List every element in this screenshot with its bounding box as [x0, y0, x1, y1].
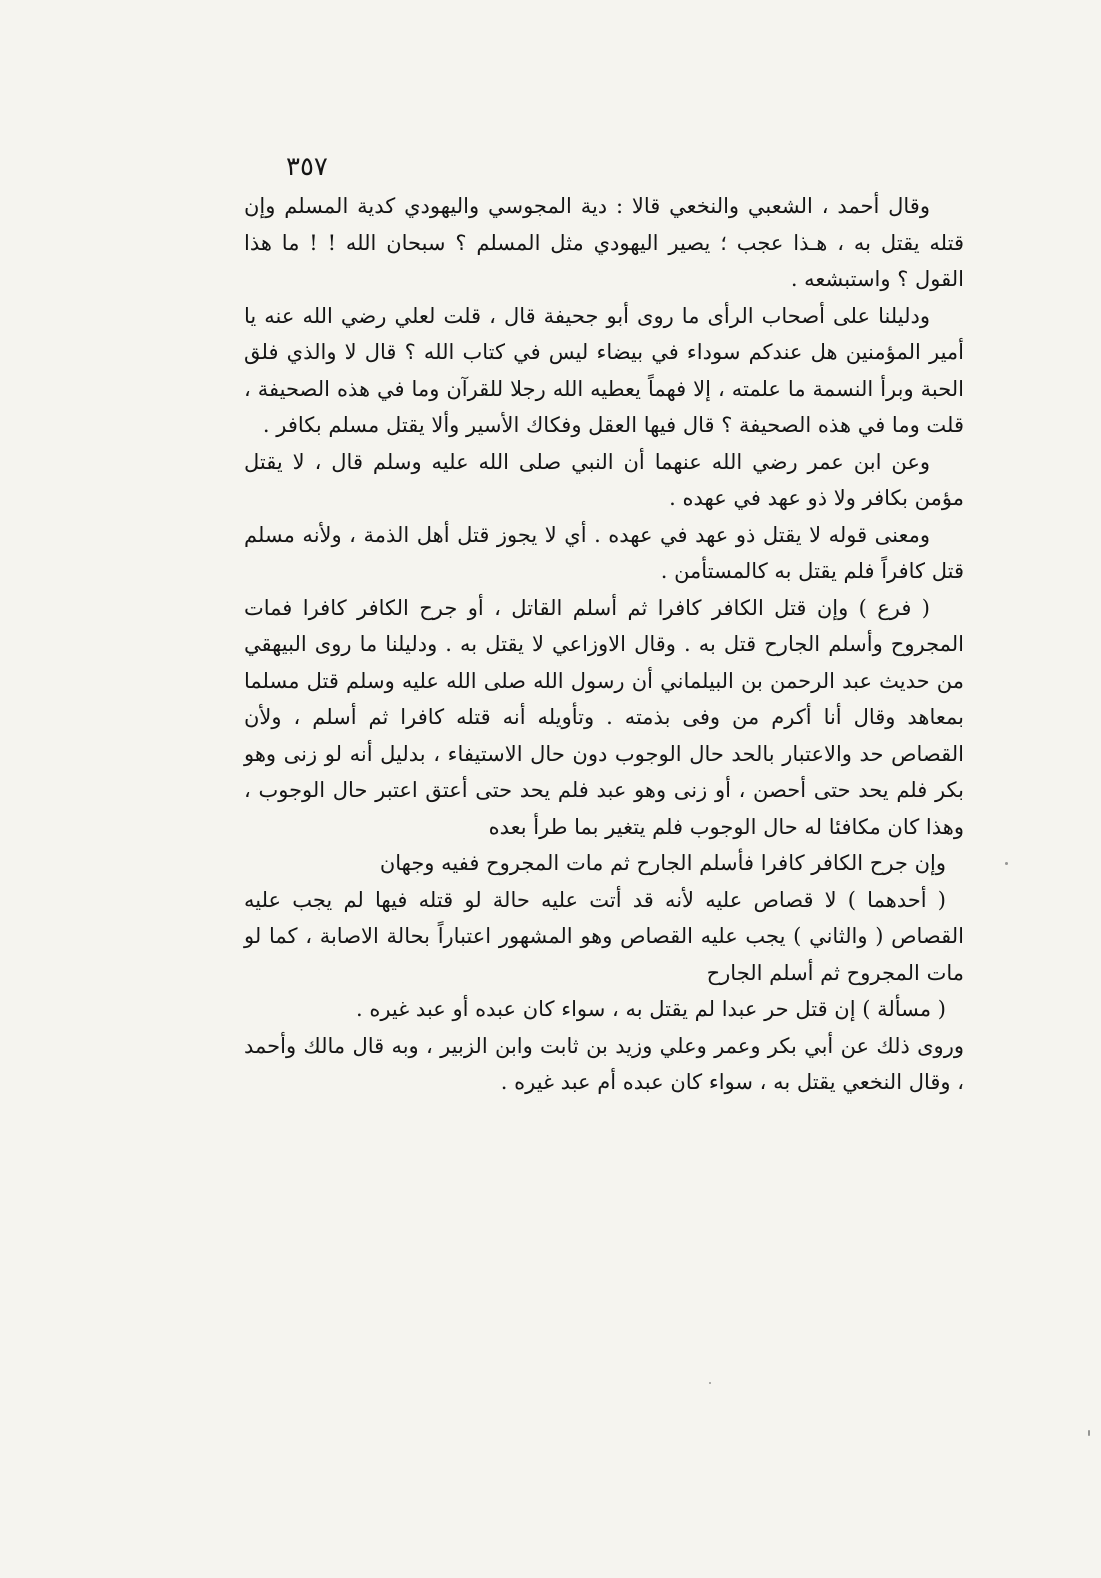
scan-speck [1088, 1430, 1090, 1436]
paragraph-5: ( فرع ) وإن قتل الكافر كافرا ثم أسلم القاتل ، أو جرح الكافر كافرا فمات المجروح وأسلم الجارح قتل به . وقال الاوزاعي لا يقتل به . ودليلنا ما روى البيهقي من حديث عبد الرحمن بن البيلماني أن رسول الله صلى الله عليه وسلم قتل مسلما بمعاهد وقال أنا أكرم من وفى بذمته . وتأويله أنه قتله كافرا ثم أسلم ، ولأن القصاص حد والاعتبار بالحد حال الوجوب دون حال الاستيفاء ، بدليل أنه لو زنى وهو بكر فلم يحد حتى أحصن ، أو زنى وهو عبد فلم يحد حتى أعتق اعتبر حال الوجوب ، وهذا كان مكافئا له حال الوجوب فلم يتغير بما طرأ بعده [244, 595, 964, 839]
paragraph-8: ( مسألة ) إن قتل حر عبدا لم يقتل به ، سواء كان عبده أو عبد غيره . [355, 997, 946, 1021]
paragraph-6: وإن جرح الكافر كافرا فأسلم الجارح ثم مات المجروح ففيه وجهان [379, 851, 946, 875]
scan-speck [1005, 862, 1008, 865]
scan-speck [709, 1382, 711, 1384]
paragraph-4: ومعنى قوله لا يقتل ذو عهد في عهده . أي لا يجوز قتل أهل الذمة ، ولأنه مسلم قتل كافراً فلم يقتل به كالمستأمن . [244, 522, 964, 583]
paragraph-1: وقال أحمد ، الشعبي والنخعي قالا : دية المجوسي واليهودي كدية المسلم وإن قتله يقتل به ، هـذا عجب ؛ يصير اليهودي مثل المسلم ؟ سبحان الله ! ! ما هذا القول ؟ واستبشعه . [244, 194, 964, 291]
paragraph-3: وعن ابن عمر رضي الله عنهما أن النبي صلى الله عليه وسلم قال ، لا يقتل مؤمن بكافر ولا ذو عهد في عهده . [244, 449, 964, 510]
paragraph-2: ودليلنا على أصحاب الرأى ما روى أبو جحيفة قال ، قلت لعلي رضي الله عنه يا أمير المؤمنين هل عندكم سوداء في بيضاء ليس في كتاب الله ؟ قال لا والذي فلق الحبة وبرأ النسمة ما علمته ، إلا فهماً يعطيه الله رجلا للقرآن وما في هذه الصحيفة ، قلت وما في هذه الصحيفة ؟ قال فيها العقل وفكاك الأسير وألا يقتل مسلم بكافر . [244, 303, 964, 437]
paragraph-9: وروى ذلك عن أبي بكر وعمر وعلي وزيد بن ثابت وابن الزبير ، وبه قال مالك وأحمد ، وقال النخعي يقتل به ، سواء كان عبده أم عبد غيره . [244, 1033, 964, 1094]
paragraph-7: ( أحدهما ) لا قصاص عليه لأنه قد أتت عليه حالة لو قتله فيها لم يجب عليه القصاص ( والثاني ) يجب عليه القصاص وهو المشهور اعتباراً بحالة الاصابة ، كما لو مات المجروح ثم أسلم الجارح [244, 887, 964, 985]
page-number: ٣٥٧ [286, 152, 328, 182]
body-text [244, 188, 964, 1101]
